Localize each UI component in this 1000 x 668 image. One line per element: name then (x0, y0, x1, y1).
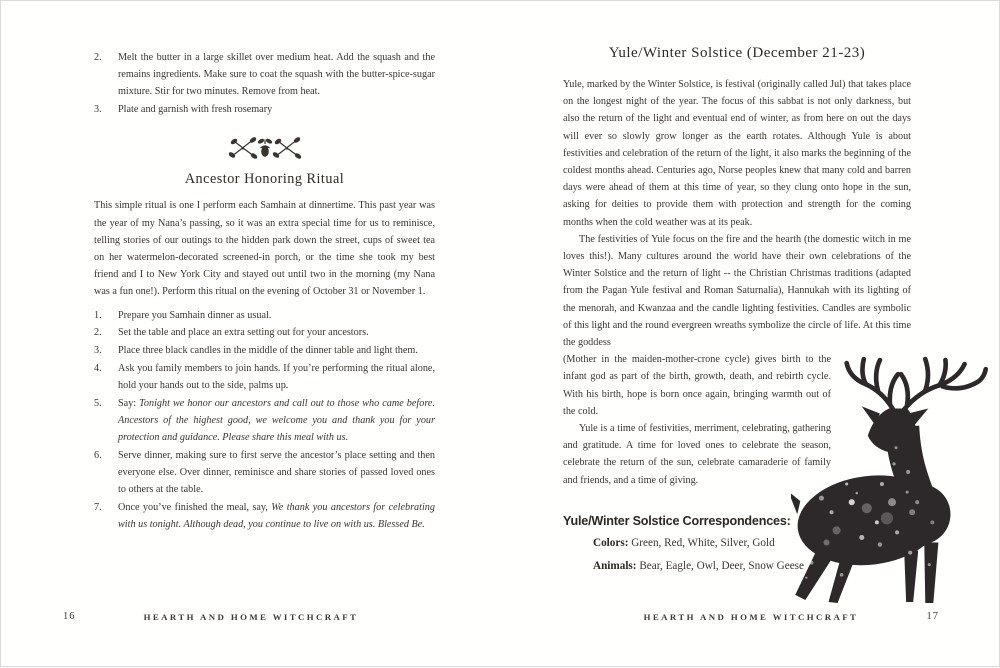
stag-illustration (791, 351, 989, 605)
step-text-incantation: Tonight we honor our ancestors and call out to those who came before. Ancestors of the highest good, we welcome you and thank you for your protection and guidance. Please share this meal with us. (118, 397, 435, 443)
step-number: 2. (94, 52, 102, 63)
ritual-step (94, 307, 435, 324)
step-text (118, 499, 435, 533)
yule-paragraph-2: The festivities of Yule focus on the fire and the hearth (the domestic witch in me loves this!). Many cultures around the world have their own celebrations of the Winter Solstice and the return of light -- the Christian Christmas traditions (adapted from the Pagan Yule festival and Roman Saturnalia), Hannukah with its lighting of the menorah, and Kwanzaa and the candle lighting festivities. Candles are symbolic of this light and the round evergreen wreaths symbolize the circle of life. At this time the goddess (563, 233, 911, 349)
animals-label: Animals: (593, 559, 637, 572)
step-text: Plate and garnish with fresh rosemary (118, 104, 273, 116)
step-text: Set the table and place an extra setting out for your ancestors. (118, 327, 369, 339)
step-text-lead: Once you’ve finished the meal, say, (118, 501, 272, 513)
step-text: Place three black candles in the middle of the dinner table and light them. (118, 344, 418, 356)
ritual-steps-list (94, 307, 435, 534)
step-text: Melt the butter in a large skillet over medium heat. Add the squash and the remains ingredients. Make sure to coat the squash with the butter-spice-sugar mixture. Stir for two minutes. Remove from heat. (118, 52, 435, 98)
left-page (1, 1, 501, 668)
step-text: Prepare you Samhain dinner as usual. (118, 309, 272, 321)
yule-paragraph-1: Yule, marked by the Winter Solstice, is festival (originally called Jul) that takes place on the longest night of the year. The focus of this sabbat is not only darkness, but also the return of the light and eventual end of winter, as from here on out the days will ever so slowly grow longer as the earth rotates. Although Yule is about festivities and celebration of the return of the light, it also marks the beginning of the coldest months ahead. Centuries ago, Norse peoples knew that many cold and barren days were ahead of them at this time of year, so they clung onto hope in the sun, asking for deities to provide them with protection and strength for the coming months when the cold weather was at its peak. (563, 79, 911, 228)
stag-silhouette-icon (791, 351, 989, 605)
step-number: 2. (94, 327, 102, 339)
colors-value: Green, Red, White, Silver, Gold (631, 536, 775, 549)
step-text-incantation: We thank you ancestors for celebrating with us tonight. Although dead, you continue to live on with us. Blessed Be. (118, 501, 435, 530)
step-text-lead: Say: (118, 397, 140, 409)
step-number: 3. (94, 104, 102, 116)
recipe-steps-list (94, 49, 435, 118)
step-number: 3. (94, 344, 102, 356)
page-number: 16 (63, 611, 76, 622)
left-page-content (94, 49, 435, 534)
yule-paragraph-3: Yule is a time of festivities, merriment, celebrating, gathering and gratitude. A time for loved ones to celebrate the season, celebrate the return of the sun, celebrate camaraderie of family and friends, and a time of giving. (563, 423, 831, 486)
step-number: 5. (94, 397, 102, 409)
yule-paragraph-2-continued: (Mother in the maiden-mother-crone cycle) gives birth to the infant god as part of the birth, growth, death, and rebirth cycle. With his birth, hope is born once again, bringing warmth out of the cold. (563, 354, 831, 417)
ritual-step (94, 342, 435, 359)
section-title-yule: Yule/Winter Solstice (December 21-23) (608, 45, 866, 61)
page-number: 17 (926, 611, 939, 622)
step-text: Serve dinner, making sure to first serve the ancestor’s place setting and then everyone else. Over dinner, reminisce and share stories of passed loved ones to others at the table. (118, 449, 435, 496)
left-page-footer (61, 610, 441, 624)
ritual-step (94, 447, 435, 499)
botanical-ornament-icon (226, 135, 304, 161)
right-page (501, 1, 1000, 668)
recipe-step (94, 49, 435, 101)
step-number: 4. (94, 362, 102, 374)
ritual-step (94, 499, 435, 533)
ritual-step (94, 395, 435, 447)
ritual-step (94, 324, 435, 341)
right-page-content (563, 45, 911, 574)
step-number: 6. (94, 449, 102, 461)
ritual-intro-paragraph: This simple ritual is one I perform each Samhain at dinnertime. This past year was the year of my Nana’s passing, so it was an extra special time for us to reminisce, telling stories of our outings to the hidden park down the street, cups of sweet tea on her watermelon-decorated screened-in porch, or the time she took my best friend and I to New York City and stayed out until two in the morning (my Nana was a fun one!). Perform this ritual on the evening of October 31 or November 1. (94, 200, 435, 298)
step-number: 1. (94, 309, 102, 321)
ritual-step (94, 360, 435, 394)
colors-label: Colors: (593, 536, 629, 549)
recipe-step (94, 101, 435, 118)
running-title: HEARTH AND HOME WITCHCRAFT (643, 612, 859, 622)
section-divider (94, 135, 435, 161)
running-title: HEARTH AND HOME WITCHCRAFT (143, 612, 359, 622)
section-title-ancestor-ritual: Ancestor Honoring Ritual (184, 171, 345, 188)
correspondences-title: Yule/Winter Solstice Correspondences: (563, 513, 791, 528)
animals-value: Bear, Eagle, Owl, Deer, Snow Geese (639, 559, 804, 572)
right-page-footer (561, 610, 941, 624)
step-number: 7. (94, 501, 102, 513)
step-text (118, 395, 435, 447)
step-text: Ask you family members to join hands. If you’re performing the ritual alone, hold your hands out to the side, palms up. (118, 362, 435, 391)
